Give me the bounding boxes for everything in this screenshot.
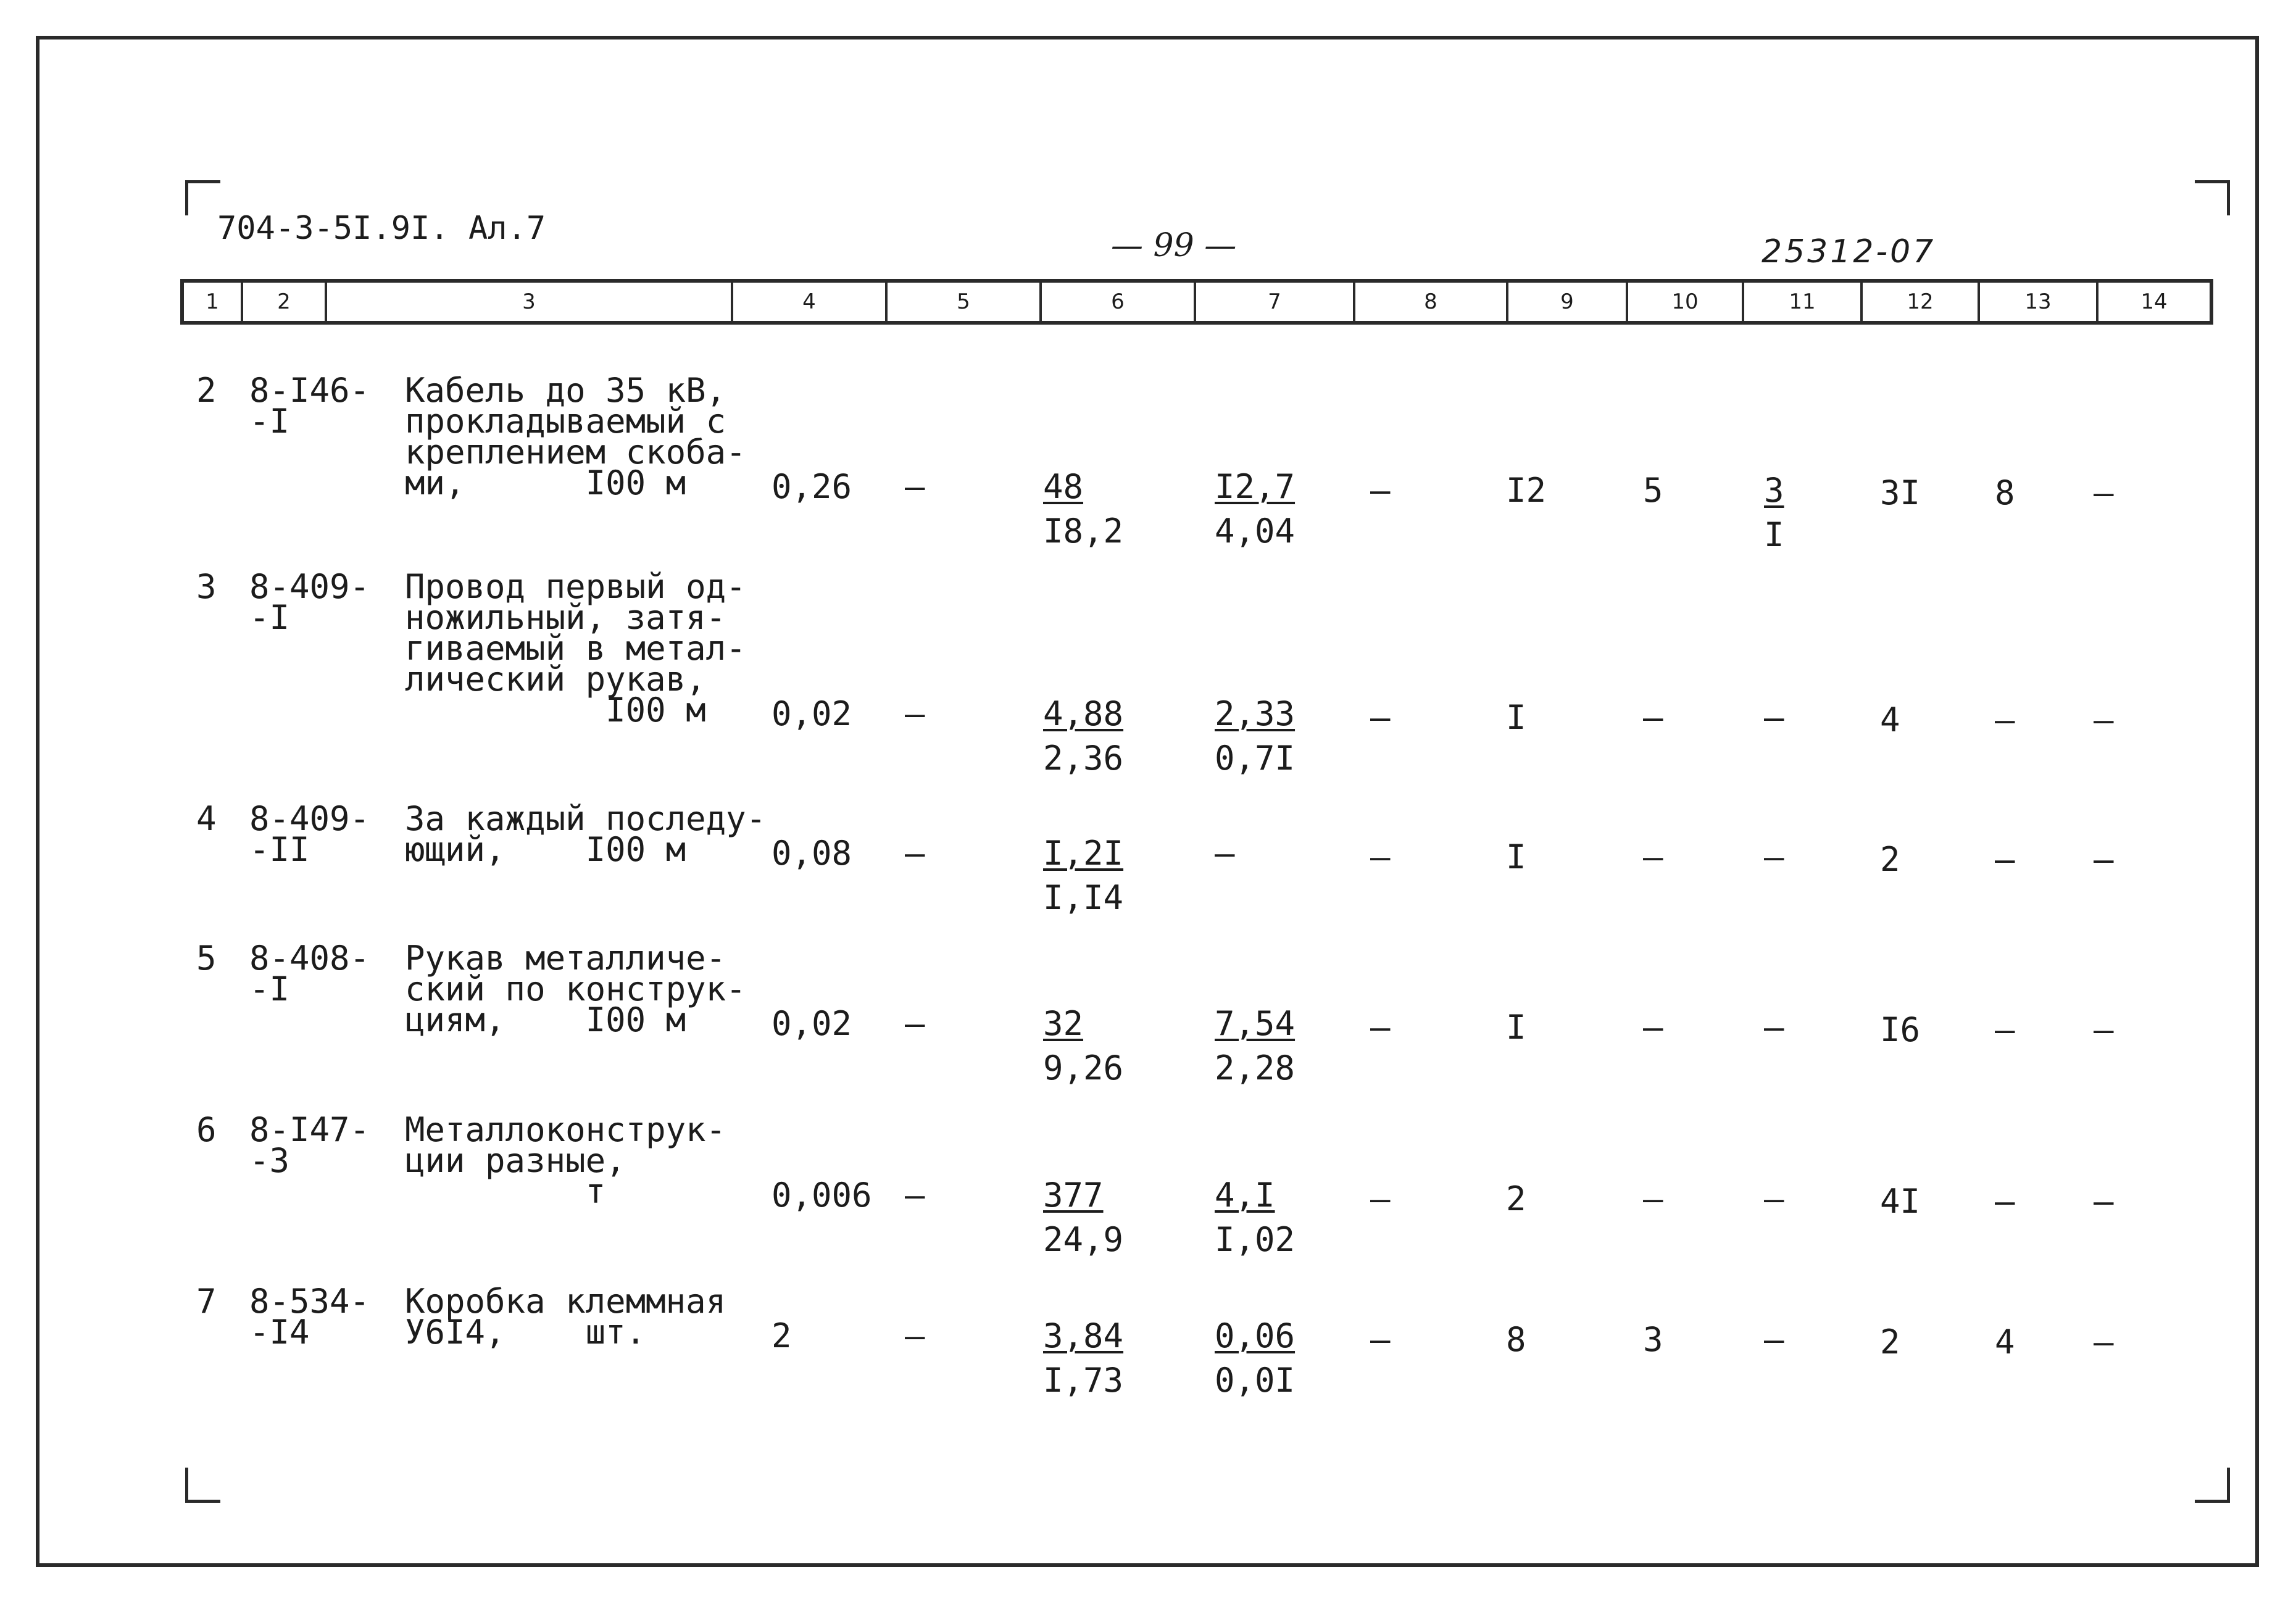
cost-value-lower: I8,2 — [1043, 512, 1124, 551]
cell-col-14: – — [2094, 840, 2114, 879]
cell-col-13: 8 — [1995, 473, 2015, 512]
column-number: 14 — [2096, 283, 2210, 321]
norm-code: 8-409- — [249, 799, 370, 838]
column-number: 8 — [1353, 283, 1506, 321]
cost-value-lower: I,02 — [1215, 1220, 1296, 1259]
cell-col-5: – — [905, 694, 925, 733]
column-number: 2 — [241, 283, 325, 321]
column-number: 11 — [1742, 283, 1860, 321]
cell-col-12: 2 — [1880, 1323, 1900, 1361]
cell-col-9: I — [1506, 1008, 1526, 1047]
work-description: Металлоконструк- ции разные, т — [405, 1110, 726, 1211]
row-number: 4 — [196, 799, 217, 838]
cell-col-10: – — [1643, 1179, 1663, 1218]
cell-col-11-lower: I — [1764, 515, 1784, 554]
row-number: 7 — [196, 1282, 217, 1321]
column-number: 7 — [1194, 283, 1353, 321]
cell-col-5: – — [905, 1176, 925, 1215]
cell-col-14: – — [2094, 1323, 2114, 1361]
cell-col-11: – — [1764, 1320, 1784, 1359]
sheet-id: 25312-07 — [1762, 233, 1936, 270]
cell-col-12: 2 — [1880, 840, 1900, 879]
work-description: Кабель до 35 кВ, прокладываемый с креплением скоба- ми, I00 м — [405, 371, 746, 502]
quantity: 0,006 — [772, 1176, 872, 1215]
cell-col-9: I — [1506, 698, 1526, 737]
norm-code-suffix: -I — [249, 402, 290, 441]
cell-col-9: I2 — [1506, 471, 1547, 510]
corner-mark-bottom-left — [185, 1468, 220, 1503]
cell-col-12: 4I — [1880, 1182, 1921, 1221]
norm-code: 8-534- — [249, 1282, 370, 1321]
cell-col-5: – — [905, 467, 925, 506]
quantity: 0,02 — [772, 1004, 852, 1043]
document-code: 704-3-5I.9I. Ал.7 — [217, 210, 546, 247]
cost-value: 4,I — [1215, 1176, 1275, 1215]
column-number: 9 — [1506, 283, 1626, 321]
work-description: Рукав металличе- ский по конструк- циям, I00 м — [405, 939, 746, 1039]
cell-col-10: 5 — [1643, 471, 1663, 510]
cell-col-10: 3 — [1643, 1320, 1663, 1359]
cell-col-10: – — [1643, 1008, 1663, 1047]
cost-value: 377 — [1043, 1176, 1104, 1215]
cell-col-11: – — [1764, 1008, 1784, 1047]
row-number: 5 — [196, 939, 217, 978]
cost-value: – — [1215, 834, 1235, 873]
cost-value-lower: 4,04 — [1215, 512, 1296, 551]
cell-col-14: – — [2094, 700, 2114, 739]
norm-code: 8-I47- — [249, 1110, 370, 1149]
cell-col-5: – — [905, 1004, 925, 1043]
cell-col-9: I — [1506, 837, 1526, 876]
cell-col-13: 4 — [1995, 1323, 2015, 1361]
cell-col-14: – — [2094, 1182, 2114, 1221]
corner-mark-bottom-right — [2195, 1468, 2230, 1503]
cost-value: I2,7 — [1215, 467, 1296, 506]
cell-col-5: – — [905, 1316, 925, 1355]
cell-col-11: – — [1764, 837, 1784, 876]
cost-value-lower: 24,9 — [1043, 1220, 1124, 1259]
cell-col-11: – — [1764, 1179, 1784, 1218]
column-number: 10 — [1626, 283, 1742, 321]
cell-col-13: – — [1995, 1182, 2015, 1221]
norm-code-suffix: -I4 — [249, 1313, 310, 1352]
cell-col-8: – — [1370, 471, 1391, 510]
cell-col-13: – — [1995, 1010, 2015, 1049]
cost-value: 7,54 — [1215, 1004, 1296, 1043]
cell-col-13: – — [1995, 840, 2015, 879]
row-number: 3 — [196, 567, 217, 606]
cell-col-11: – — [1764, 698, 1784, 737]
cost-value: 0,06 — [1215, 1316, 1296, 1355]
work-description: За каждый последу- ющий, I00 м — [405, 799, 767, 869]
cost-value: 32 — [1043, 1004, 1084, 1043]
cell-col-9: 8 — [1506, 1320, 1526, 1359]
quantity: 0,08 — [772, 834, 852, 873]
norm-code-suffix: -3 — [249, 1141, 290, 1180]
column-number: 4 — [731, 283, 885, 321]
norm-code: 8-409- — [249, 567, 370, 606]
column-number: 1 — [206, 289, 219, 314]
quantity: 0,26 — [772, 467, 852, 506]
cell-col-11: 3 — [1764, 471, 1784, 510]
cell-col-10: – — [1643, 837, 1663, 876]
cost-value-lower: 2,28 — [1215, 1049, 1296, 1087]
cost-value-lower: 0,0I — [1215, 1361, 1296, 1400]
cell-col-8: – — [1370, 1320, 1391, 1359]
cell-col-14: – — [2094, 473, 2114, 512]
cost-value-lower: I,73 — [1043, 1361, 1124, 1400]
cell-col-8: – — [1370, 698, 1391, 737]
norm-code: 8-408- — [249, 939, 370, 978]
norm-code-suffix: -II — [249, 830, 310, 869]
cost-value-lower: I,I4 — [1043, 878, 1124, 917]
cost-value: 2,33 — [1215, 694, 1296, 733]
row-number: 2 — [196, 371, 217, 410]
cost-value: 48 — [1043, 467, 1084, 506]
column-number: 3 — [325, 283, 731, 321]
cell-col-10: – — [1643, 698, 1663, 737]
cell-col-14: – — [2094, 1010, 2114, 1049]
norm-code-suffix: -I — [249, 970, 290, 1008]
cell-col-9: 2 — [1506, 1179, 1526, 1218]
work-description: Коробка клеммная У6I4, шт. — [405, 1282, 726, 1352]
cost-value: 4,88 — [1043, 694, 1124, 733]
cell-col-12: 3I — [1880, 473, 1921, 512]
column-number: 6 — [1039, 283, 1194, 321]
column-number-header — [180, 279, 2213, 325]
work-description: Провод первый од- ножильный, затя- гиваемый в метал- лический рукав, I00 м — [405, 567, 746, 729]
corner-mark-top-right — [2195, 180, 2230, 215]
cost-value-lower: 0,7I — [1215, 739, 1296, 778]
cell-col-8: – — [1370, 1179, 1391, 1218]
cell-col-12: 4 — [1880, 700, 1900, 739]
cost-value: 3,84 — [1043, 1316, 1124, 1355]
cell-col-13: – — [1995, 700, 2015, 739]
cost-value-lower: 9,26 — [1043, 1049, 1124, 1087]
quantity: 0,02 — [772, 694, 852, 733]
cell-col-8: – — [1370, 1008, 1391, 1047]
cell-col-12: I6 — [1880, 1010, 1921, 1049]
row-number: 6 — [196, 1110, 217, 1149]
cost-value: I,2I — [1043, 834, 1124, 873]
column-number: 13 — [1978, 283, 2096, 321]
quantity: 2 — [772, 1316, 792, 1355]
column-number: 12 — [1860, 283, 1978, 321]
page-number: — 99 — — [1111, 227, 1237, 264]
cell-col-8: – — [1370, 837, 1391, 876]
cell-col-5: – — [905, 834, 925, 873]
cost-value-lower: 2,36 — [1043, 739, 1124, 778]
norm-code-suffix: -I — [249, 598, 290, 637]
column-number: 5 — [885, 283, 1039, 321]
norm-code: 8-I46- — [249, 371, 370, 410]
corner-mark-top-left — [185, 180, 220, 215]
